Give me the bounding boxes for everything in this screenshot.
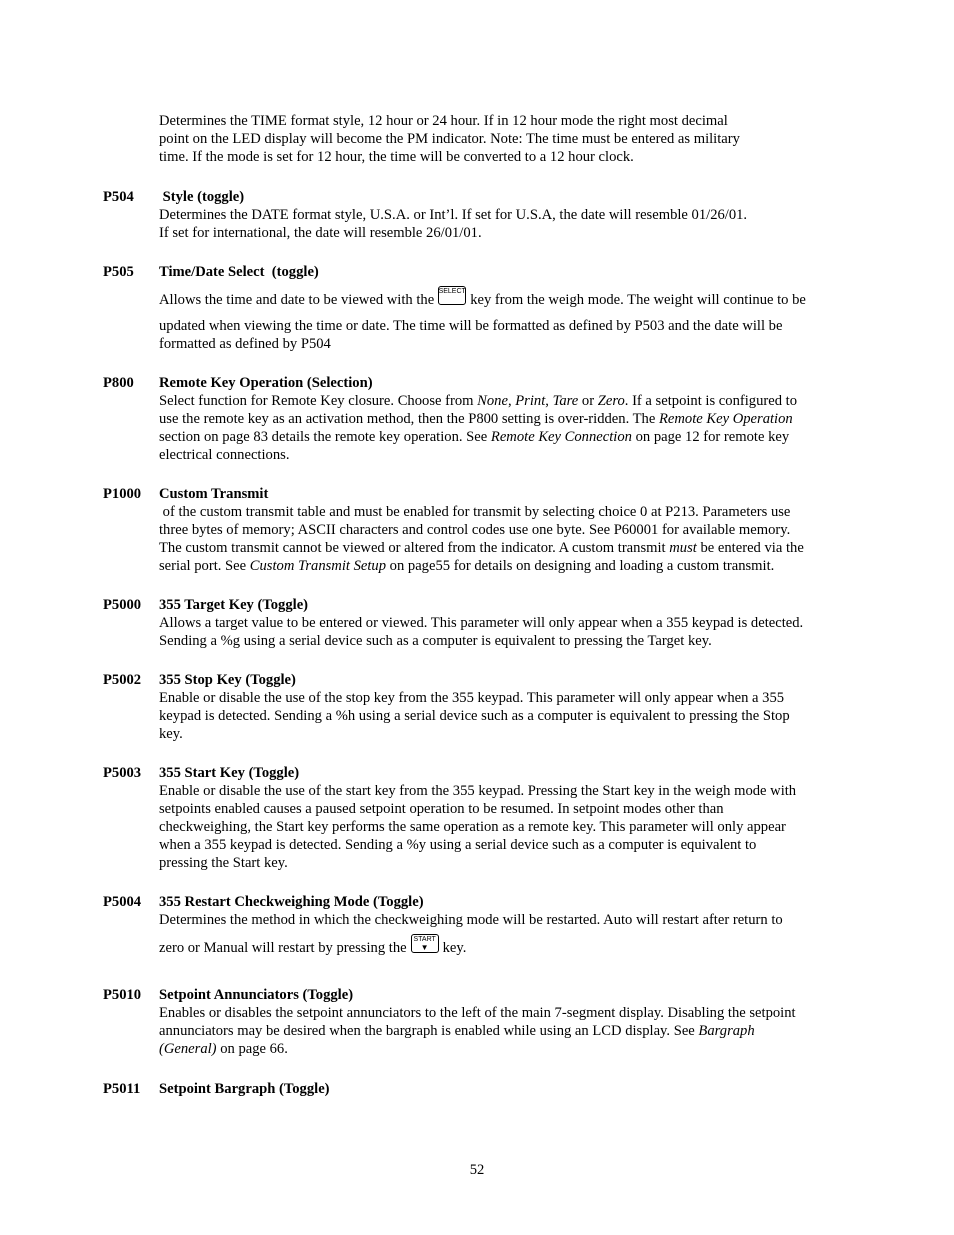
text-line: Allows a target value to be entered or viewed. This parameter will only appear when a 355 keypad is detected.	[159, 615, 804, 631]
parameter-code: P1000	[103, 486, 142, 502]
parameter-title: Custom Transmit	[159, 486, 269, 502]
option-tare: Tare	[552, 393, 579, 409]
parameter-p800	[103, 374, 863, 464]
text-fragment: zero or Manual will restart by pressing the	[159, 940, 407, 956]
cross-reference: Bargraph	[698, 1023, 755, 1039]
parameter-p1000	[103, 485, 863, 575]
text-line: electrical connections.	[159, 447, 290, 463]
parameter-p504	[103, 188, 863, 242]
parameter-title: 355 Target Key (Toggle)	[159, 597, 309, 613]
parameter-description	[159, 284, 859, 353]
key-label: START	[413, 936, 436, 943]
text-line: of the custom transmit table and must be enabled for transmit by selecting choice 0 at P213. Parameters use	[159, 504, 791, 520]
parameter-code: P5003	[103, 765, 142, 781]
text-fragment: key.	[442, 940, 467, 956]
text-fragment: be entered via the	[696, 540, 804, 556]
text-line: Determines the method in which the checkweighing mode will be restarted. Auto will restart after return to	[159, 912, 783, 928]
parameter-description	[159, 689, 859, 743]
text-fragment: on page 66.	[216, 1041, 288, 1057]
parameter-title: Remote Key Operation (Selection)	[159, 375, 373, 391]
text-fragment: ,	[507, 393, 516, 409]
emphasis: must	[669, 540, 697, 556]
text-line: If set for international, the date will resemble 26/01/01.	[159, 225, 482, 241]
parameter-p505	[103, 263, 863, 353]
parameter-p5011	[103, 1080, 863, 1098]
text-line	[159, 539, 859, 557]
parameter-code: P5000	[103, 597, 142, 613]
text-line: key.	[159, 726, 183, 742]
text-line: keypad is detected. Sending a %h using a serial device such as a computer is equivalent to pressing the Stop	[159, 708, 790, 724]
text-line: Enable or disable the use of the stop key from the 355 keypad. This parameter will only appear when a 355	[159, 690, 785, 706]
parameter-description	[159, 503, 859, 575]
parameter-code: P505	[103, 264, 134, 280]
text-line: Sending a %g using a serial device such as a computer is equivalent to pressing the Target key.	[159, 633, 712, 649]
cross-reference: Remote Key Connection	[490, 429, 632, 445]
parameter-title: Setpoint Annunciators (Toggle)	[159, 987, 354, 1003]
text-fragment: annunciators may be desired when the bargraph is enabled while using an LCD display. See	[159, 1023, 699, 1039]
text-fragment: The custom transmit cannot be viewed or altered from the indicator. A custom transmit	[159, 540, 670, 556]
text-fragment: Allows the time and date to be viewed with the	[159, 292, 435, 308]
text-fragment: Select function for Remote Key closure. Choose from	[159, 393, 478, 409]
parameter-title: 355 Restart Checkweighing Mode (Toggle)	[159, 894, 424, 910]
text-fragment: ,	[545, 393, 553, 409]
parameter-title: Setpoint Bargraph (Toggle)	[159, 1081, 330, 1097]
cross-reference: (General)	[159, 1041, 217, 1057]
time-format-description	[159, 112, 859, 166]
text-line	[159, 1022, 859, 1040]
text-line: point on the LED display will become the PM indicator. Note: The time must be entered as military	[159, 131, 740, 147]
option-print: Print	[515, 393, 546, 409]
text-line: Determines the TIME format style, 12 hour or 24 hour. If in 12 hour mode the right most decimal	[159, 113, 728, 129]
parameter-p5003	[103, 764, 863, 872]
text-line: Determines the DATE format style, U.S.A. or Int’l. If set for U.S.A, the date will resemble 01/26/01.	[159, 207, 748, 223]
parameter-p5004	[103, 893, 863, 957]
text-line: three bytes of memory; ASCII characters and control codes use one byte. See P60001 for available memory.	[159, 522, 791, 538]
parameter-description	[159, 782, 859, 872]
parameter-p5000	[103, 596, 863, 650]
start-key-icon	[411, 934, 439, 953]
parameter-title: Style (toggle)	[159, 189, 245, 205]
parameter-p5010	[103, 986, 863, 1058]
text-line: when a 355 keypad is detected. Sending a %y using a serial device such as a computer is equivalent to	[159, 837, 757, 853]
text-line	[159, 428, 859, 446]
text-line	[159, 410, 859, 428]
text-line: setpoints enabled causes a paused setpoint operation to be resumed. In setpoint modes other than	[159, 801, 724, 817]
key-label: SELECT	[438, 288, 466, 295]
option-zero: Zero	[597, 393, 625, 409]
text-line: Enables or disables the setpoint annunciators to the left of the main 7-segment display. Disabling the setpoint	[159, 1005, 796, 1021]
text-fragment: on page 12 for remote key	[631, 429, 790, 445]
parameter-title: Time/Date Select (toggle)	[159, 264, 319, 280]
page-number: 52	[469, 1162, 485, 1178]
text-fragment: . If a setpoint is configured to	[624, 393, 798, 409]
text-line: pressing the Start key.	[159, 855, 288, 871]
text-line: Enable or disable the use of the start key from the 355 keypad. Pressing the Start key in the weigh mode with	[159, 783, 797, 799]
parameter-code: P504	[103, 189, 134, 205]
text-line: checkweighing, the Start key performs the same operation as a remote key. This parameter will only appear	[159, 819, 786, 835]
cross-reference: Custom Transmit Setup	[249, 558, 387, 574]
parameter-title: 355 Stop Key (Toggle)	[159, 672, 296, 688]
parameter-description	[159, 911, 859, 957]
option-none: None	[477, 393, 508, 409]
text-line: formatted as defined by P504	[159, 336, 331, 352]
parameter-code: P5004	[103, 894, 142, 910]
parameter-code: P5002	[103, 672, 142, 688]
text-fragment: section on page 83 details the remote key operation. See	[159, 429, 491, 445]
parameter-description	[159, 206, 859, 242]
text-fragment: or	[578, 393, 598, 409]
parameter-title: 355 Start Key (Toggle)	[159, 765, 300, 781]
text-fragment: on page55 for details on designing and loading a custom transmit.	[386, 558, 775, 574]
text-line	[159, 557, 859, 575]
parameter-code: P800	[103, 375, 134, 391]
parameter-description	[159, 614, 859, 650]
text-fragment: use the remote key as an activation method, then the P800 setting is over-ridden. The	[159, 411, 659, 427]
parameter-p5002	[103, 671, 863, 743]
parameter-code: P5010	[103, 987, 142, 1003]
parameter-code: P5011	[103, 1081, 141, 1097]
cross-reference: Remote Key Operation	[658, 411, 793, 427]
text-line	[159, 1040, 859, 1058]
down-arrow-icon: ▼	[420, 943, 429, 952]
parameter-description	[159, 392, 859, 464]
text-fragment: serial port. See	[159, 558, 250, 574]
text-line: time. If the mode is set for 12 hour, the time will be converted to a 12 hour clock.	[159, 149, 634, 165]
text-line	[159, 392, 859, 410]
text-line: updated when viewing the time or date. The time will be formatted as defined by P503 and the date will be	[159, 318, 783, 334]
select-key-icon	[438, 286, 466, 305]
text-fragment: key from the weigh mode. The weight will continue to be	[470, 292, 806, 308]
parameter-description	[159, 1004, 859, 1058]
